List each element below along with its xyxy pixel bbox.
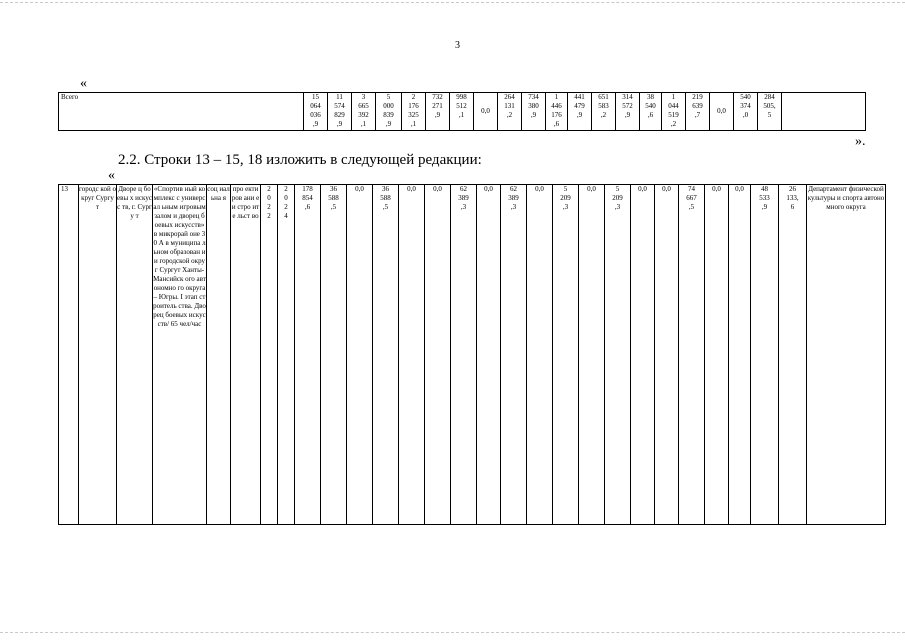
table-cell: 48 533 ,9 — [751, 185, 779, 525]
total-label: Всего — [59, 93, 304, 131]
table-cell: 0,0 — [729, 185, 751, 525]
table-cell: 74 667 ,5 — [679, 185, 705, 525]
table-cell: 5 209 ,3 — [553, 185, 579, 525]
page-number: 3 — [455, 40, 460, 51]
table-cell: 26 133, 6 — [779, 185, 807, 525]
total-value-cell: 651 583 ,2 — [592, 93, 616, 131]
closing-quote: ». — [855, 134, 866, 149]
table-cell: 2 0 2 2 — [261, 185, 278, 525]
total-value-cell: 998 512 ,1 — [450, 93, 474, 131]
table-cell: 0,0 — [579, 185, 605, 525]
facility-cell: Дворе ц боевы х искусс тв, г. Сургу т — [117, 185, 153, 525]
total-value-cell: 540 374 ,0 — [734, 93, 758, 131]
total-value-cell: 219 639 ,7 — [686, 93, 710, 131]
total-value-cell: 1 044 519 ,2 — [662, 93, 686, 131]
total-value-cell: 314 572 ,9 — [616, 93, 640, 131]
total-value-cell: 734 380 ,9 — [522, 93, 546, 131]
total-value-cell: 0,0 — [710, 93, 734, 131]
table-cell: 5 209 ,3 — [605, 185, 631, 525]
table-cell: 0,0 — [631, 185, 655, 525]
total-value-cell: 15 064 036 ,9 — [304, 93, 328, 131]
table-cell: 178 854 ,6 — [295, 185, 321, 525]
table-cell: 0,0 — [655, 185, 679, 525]
row-number-cell: 13 — [59, 185, 79, 525]
object-name-cell: «Спортив ный комплекс с универсал ьным игровым залом и дворец боевых искусств» в микрорай оне 30 А в муниципа льном образован ии городской округ Сургут Ханты-Мансийск ого автономно го округа – Югры. I этап строитель ства. Дворец боевых искусств/ 65 чел/час — [153, 185, 207, 525]
total-value-cell: 0,0 — [474, 93, 498, 131]
total-value-cell: 1 446 176 ,6 — [546, 93, 568, 131]
table-cell: 62 389 ,3 — [501, 185, 527, 525]
row-13 — [59, 185, 886, 525]
table-cell: 0,0 — [705, 185, 729, 525]
table-cell: 0,0 — [399, 185, 425, 525]
total-value-cell: 284 505, 5 — [758, 93, 782, 131]
total-row — [59, 93, 866, 131]
total-value-cell: 5 000 839 ,9 — [376, 93, 402, 131]
total-value-cell: 732 271 ,9 — [426, 93, 450, 131]
table-cell: 0,0 — [425, 185, 451, 525]
table-cell: 36 588 ,5 — [373, 185, 399, 525]
total-value-cell: 11 574 829 ,9 — [328, 93, 352, 131]
sector-cell: соц иал ьна я — [207, 185, 231, 525]
opening-quote: « — [80, 76, 87, 91]
total-value-cell: 441 479 ,9 — [568, 93, 592, 131]
table-cell: 0,0 — [527, 185, 553, 525]
municipality-cell: городс кой округ Сургу т — [79, 185, 117, 525]
table-cell: 0,0 — [477, 185, 501, 525]
section-heading: 2.2. Строки 13 – 15, 18 изложить в следующей редакции: — [118, 152, 482, 168]
scan-edge-top — [0, 2, 905, 4]
table-cell: 0,0 — [347, 185, 373, 525]
opening-quote: « — [108, 168, 115, 183]
total-value-cell: 2 176 325 ,1 — [402, 93, 426, 131]
total-value-cell: 3 665 392 ,1 — [352, 93, 376, 131]
total-value-cell: 264 131 ,2 — [498, 93, 522, 131]
scan-edge-bottom — [0, 632, 905, 634]
total-value-cell — [782, 93, 866, 131]
total-value-cell: 38 540 ,6 — [640, 93, 662, 131]
table-cell: 62 389 ,3 — [451, 185, 477, 525]
table-cell: 36 588 ,5 — [321, 185, 347, 525]
responsible-cell: Департамент физической культуры и спорта автономного округа — [807, 185, 886, 525]
work-type-cell: про екти ров ани е и стро ите льст во — [231, 185, 261, 525]
table-cell: 2 0 2 4 — [278, 185, 295, 525]
total-row-table — [58, 92, 866, 131]
row-13-table — [58, 184, 886, 525]
